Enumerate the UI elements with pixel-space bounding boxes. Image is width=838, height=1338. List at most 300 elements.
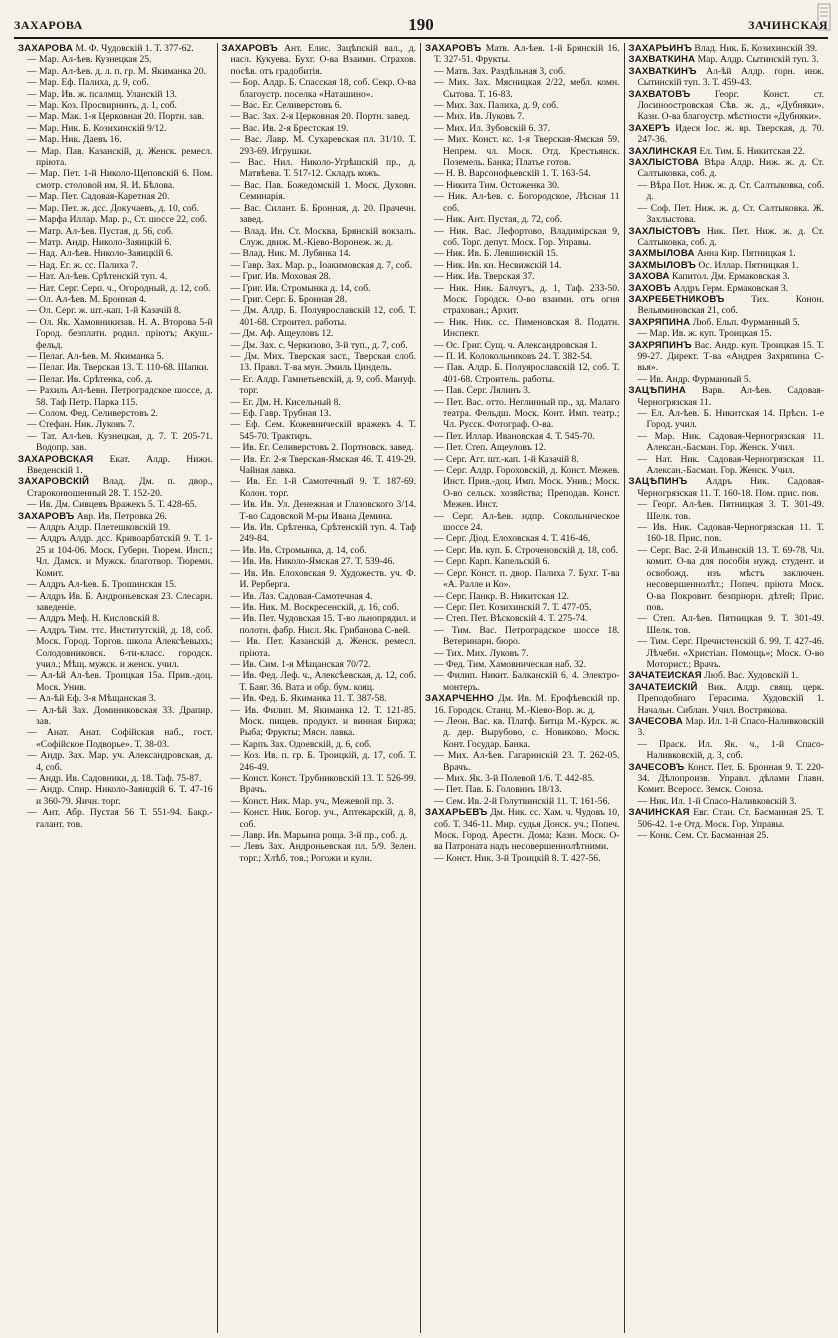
directory-entry-surname: [629, 340, 825, 374]
directory-entry: [222, 591, 417, 602]
directory-entry: [18, 362, 213, 373]
directory-entry: [18, 226, 213, 237]
entry-text: Ив. Фед. Б. Якиманка 11. Т. 387-58.: [242, 693, 387, 705]
surname-heading: ЗАХМЫЛОВЪ: [628, 259, 697, 271]
directory-entry: [629, 499, 825, 522]
directory-entry: [222, 134, 417, 157]
directory-entry: [18, 693, 213, 704]
directory-entry: [222, 419, 417, 442]
directory-entry: [18, 351, 213, 362]
header-right-guide-word: ЗАЧИНСКАЯ: [748, 17, 828, 32]
directory-entry-surname: [18, 454, 213, 477]
entry-text: Дм. Мих. Тверская заст., Тверская слоб. 13. Правл. Т-ва мун. Эмиль Циндель.: [239, 350, 416, 374]
surname-heading: ЗАЧИНСКАЯ: [628, 807, 690, 819]
directory-entry: [18, 625, 213, 671]
directory-entry: [18, 168, 213, 191]
entry-text: Нат. Ник. Садовая-Черногрязская 11. Алексан.-Басман. Гор. Женск. Учил.: [646, 453, 824, 477]
entry-text: Еф. Сем. Кожевническій вражекъ 4. Т. 545-70. Трактиръ.: [239, 419, 416, 442]
directory-entry-surname: [629, 317, 825, 328]
directory-entry: [222, 807, 417, 830]
directory-entry: [425, 511, 620, 534]
directory-entry: [222, 602, 417, 613]
directory-entry: [425, 248, 620, 259]
directory-entry: [629, 613, 825, 636]
entry-text: Серг. Пет. Козихинскій 7. Т. 477-05.: [446, 601, 592, 613]
directory-entry: [425, 66, 620, 77]
entry-text: Георг. Ал-ѣев. Пятницкая 3. Т. 301-49. Шелк. тов.: [646, 499, 824, 522]
directory-entry: [425, 180, 620, 191]
surname-heading: ЗАЧАТЕИСКІЙ: [628, 681, 698, 693]
entry-text: Сем. Ив. 2-й Голутвинскій 11. Т. 161-56.: [446, 795, 610, 807]
directory-entry-surname: [629, 283, 825, 294]
entry-text: Конст. Пет. Б. Бронная 9. Т. 220-34. Дѣлопроизв. Управл. дѣлами Главн. Комит. Всеросс. Земск. Союза.: [637, 761, 824, 796]
directory-entry: [222, 305, 417, 328]
entry-text: Серг. Конст. п. двор. Палиха 7. Бухг. Т-ва «А. Ралле и Ко».: [443, 567, 620, 591]
entry-text: Степ. Ал-ѣев. Пятницкая 9. Т. 301-49. Шелк. тов.: [646, 613, 824, 636]
directory-entry: [425, 625, 620, 648]
directory-entry: [222, 111, 417, 122]
directory-entry: [222, 351, 417, 374]
directory-entry: [222, 328, 417, 339]
surname-heading: ЗАХВАТКИНЪ: [628, 65, 697, 77]
entry-text: Ник. Ив. Б. Левшинскій 15.: [446, 248, 559, 260]
surname-heading: ЗАХАРОВЪ: [221, 43, 278, 54]
surname-heading: ЗАХАРЧЕННО: [425, 693, 495, 705]
entry-text: Пет. Вас. отто. Неглинный пр., зд. Малаго театра. Фельдш. Моск. Конт. Имп. театр.; Чл. Русск. Фотограф. О-ва.: [443, 396, 620, 431]
page-number: 190: [408, 15, 434, 34]
directory-entry: [18, 146, 213, 169]
directory-entry: [222, 841, 417, 864]
surname-heading: ЗАХЛЫСТОВА: [628, 157, 700, 169]
entry-text: Вас. Ег. Селиверстовъ 6.: [242, 100, 342, 112]
directory-entry-surname: [629, 271, 825, 282]
directory-entry: [18, 807, 213, 830]
directory-columns: [14, 43, 828, 1333]
entry-text: Люб. Вас. Худовскій 1.: [701, 670, 799, 682]
entry-text: Дм. Ник. сс. Хам. ч. Чудовъ 10, соб. Т. 346-11. Мир. судья Донск. уч.; Попеч. Моск. Город. Арестн. Дома; Казн. Моск. О-ва Патроната надъ несовершеннолѣтними.: [434, 807, 620, 853]
entry-text: Матв. Ал-ѣев. 1-й Брянскій 16. Т. 327-51. Фрукты.: [434, 43, 620, 66]
entry-text: Рахиль Ал-ѣевн. Петроградское шоссе, д. 58. Таф Петр. Парка 115.: [36, 385, 213, 408]
directory-entry: [222, 499, 417, 522]
directory-entry: [425, 168, 620, 179]
entry-text: Пав. Алдр. Б. Полуярославскій 12, соб. Т. 401-68. Строитель. работы.: [443, 362, 620, 385]
entry-text: Дм. Аф. Ащеуловъ 12.: [242, 328, 334, 340]
entry-text: Леон. Вас. кв. Платф. Битца М.-Курск. ж. д. дер. Вырубово, с. Новиково. Моск. Конт. Государ. Банка.: [443, 715, 620, 750]
entry-text: Алдръ Тим. ттс. Институтскій, д. 18, соб. Моск. Город. Торгов. школа Алексѣевыхъ; Солодовниковск. 6-ти-класс. городск. учил.; Мѣщ. мужск. и женск. учил.: [36, 624, 213, 670]
entry-text: Люб. Ельп. Фурманный 5.: [690, 316, 800, 328]
entry-text: Ив. Фед. Леф. ч., Алексѣевская, д. 12, соб. Т. Баяг. 36. Вата и обр. бум. кояц.: [239, 670, 416, 693]
directory-entry: [18, 705, 213, 728]
directory-entry: [629, 830, 825, 841]
entry-text: Степ. Пет. Вѣсковскій 4. Т. 275-74.: [446, 613, 588, 625]
entry-text: Дм. Алдр. Б. Полуярославскій 12, соб. Т. 401-68. Строител. работы.: [239, 305, 416, 328]
directory-entry: [425, 784, 620, 795]
directory-entry: [18, 750, 213, 773]
directory-entry: [222, 374, 417, 397]
directory-entry: [425, 750, 620, 773]
directory-entry: [222, 705, 417, 739]
entry-text: Мих. Ал-ѣев. Гагаринскій 23. Т. 262-05. Врачъ.: [443, 750, 620, 773]
entry-text: Мар. Пет. 1-й Николо-Щеповскій 6. Пом. смотр. столовой им. Я. И. Бѣлова.: [36, 168, 213, 191]
directory-entry: [425, 385, 620, 396]
directory-entry: [18, 111, 213, 122]
entry-text: Григ. Серг. Б. Бронная 28.: [242, 293, 347, 305]
entry-text: Екат. Алдр. Нижн. Введенскій 1.: [27, 453, 213, 477]
entry-text: Ег. Дм. Н. Кисельный 8.: [242, 396, 341, 408]
entry-text: Мих. Ил. Зубовскій 6. 37.: [446, 122, 551, 134]
directory-entry-surname: [629, 248, 825, 259]
directory-entry: [18, 374, 213, 385]
entry-text: Вѣра Пот. Ниж. ж. д. Ст. Салтыковка, соб. д.: [646, 179, 824, 203]
directory-entry: [425, 591, 620, 602]
entry-text: Ив. Ег. 1-й Самотечный 9. Т. 187-69. Колон. торг.: [239, 476, 416, 499]
surname-heading: ЗАХЕРЪ: [628, 122, 671, 134]
entry-text: Григ. Ив. Стромынка д. 14, соб.: [242, 282, 371, 294]
page-header: [14, 14, 828, 36]
entry-text: Евг. Стан. Ст. Басманная 25. Т. 506-42. 1-е Отд. Моск. Гор. Управы.: [637, 807, 824, 830]
entry-text: Ив. Пет. Чудовская 15. Т-во льнопрядил. и полотн. фабр. Нисл. Як. Грибанова С-вей.: [239, 613, 416, 636]
entry-text: Вас. Лавр. М. Сухаревская пл. 31/10. Т. 293-69. Игрушки.: [239, 134, 416, 157]
surname-heading: ЗАХАРОВЪ: [425, 43, 482, 54]
directory-entry: [629, 454, 825, 477]
entry-text: Вик. Алдр. свящ. церк. Преподобнаго Герасима. Худовскій 1. Начальн. Сиблан. Учил. Вострякова.: [637, 681, 824, 716]
directory-entry: [222, 100, 417, 111]
directory-entry: [425, 362, 620, 385]
entry-text: М. Ф. Чудовскій 1. Т. 377-62.: [72, 43, 194, 54]
entry-text: Конст. Ник. Богор. уч., Аптекарскій, д. 8, соб.: [239, 807, 416, 830]
directory-entry: [222, 750, 417, 773]
directory-entry: [222, 522, 417, 545]
directory-entry: [629, 374, 825, 385]
directory-entry: [18, 613, 213, 624]
directory-entry: [222, 454, 417, 477]
directory-entry-surname: [18, 43, 213, 54]
entry-text: Мар. Ник. Даевъ 16.: [39, 134, 122, 146]
entry-text: Ол. Як. Хамовникизав. Н. А. Второва 5-й Город. безплатн. родил. пріютъ; Акуш.-фельд.: [36, 316, 213, 351]
entry-text: Ник. Ник. Балчугъ, д. 1, Таф. 233-50. Моск. Городск. О-во взаимн. отъ огня страхован.; Архит.: [443, 282, 620, 317]
directory-entry: [425, 77, 620, 100]
entry-text: Еф. Гавр. Трубная 13.: [242, 408, 331, 419]
directory-entry: [18, 294, 213, 305]
entry-text: Ник. Ал-ѣев. с. Богородское, Лѣсная 11 соб.: [443, 191, 620, 214]
entry-text: Конст. Ник. Мар. уч., Межевой пр. 3.: [242, 795, 394, 807]
surname-heading: ЗАХАРЬИНЪ: [628, 43, 693, 54]
directory-entry: [222, 442, 417, 453]
directory-entry: [425, 260, 620, 271]
directory-entry: [425, 796, 620, 807]
directory-entry: [222, 180, 417, 203]
entry-text: Мих. Зах. Мясницкая 2/22, мебл. комн. Сытова. Т. 16-83.: [443, 77, 620, 100]
directory-entry: [425, 100, 620, 111]
entry-text: Идеся Іос. ж. вр. Тверская, д. 70. 247-36.: [637, 122, 824, 146]
entry-text: Алдръ Ник. Садовая-Черногрязская 11. Т. 160-18. Пом. прис. пов.: [637, 476, 824, 499]
entry-text: Мар. Ал-ѣев. д. л. п. гр. М. Якиманка 20.: [39, 65, 206, 77]
entry-text: Вас. Андр. куп. Троицкая 15. Т. 99-27. Директ. Т-ва «Андрея Захряпина С-вья».: [637, 339, 824, 374]
directory-entry: [222, 294, 417, 305]
entry-text: Ник. Ив. Тверская 37.: [446, 271, 535, 283]
directory-entry: [425, 283, 620, 317]
directory-entry: [18, 134, 213, 145]
surname-heading: ЗАХАРОВСКАЯ: [18, 453, 94, 465]
directory-entry: [18, 670, 213, 693]
entry-text: Алдръ Алдр. Плетешковскій 19.: [39, 522, 171, 534]
entry-text: Гавр. Зах. Мар. р., Іоакимовская д. 7, соб.: [242, 259, 413, 271]
directory-entry: [18, 533, 213, 579]
surname-heading: ЗАХОВЪ: [628, 282, 672, 294]
directory-entry: [629, 203, 825, 226]
entry-text: Алдръ Алдр. дсс. Кривоарбатскій 9. Т. 1-25 и 104-06. Моск. Губерн. Тюрем. Инсп.; Чл. Дамск. и Мужск. благотвор. Тюремн. Комит.: [36, 533, 213, 579]
directory-entry: [425, 545, 620, 556]
directory-entry: [629, 636, 825, 670]
directory-entry: [425, 716, 620, 750]
entry-text: Григ. Ив. Моховая 28.: [242, 271, 331, 283]
directory-entry: [18, 191, 213, 202]
entry-text: Ив. Ив. Николо-Ямская 27. Т. 539-46.: [242, 556, 395, 568]
surname-heading: ЗАЧЕСОВЪ: [628, 761, 685, 773]
directory-entry-surname: [629, 762, 825, 796]
column-2: [218, 43, 422, 1333]
entry-text: Бор. Алдр. Б. Спасская 18, соб. Секр. О-ва благоустр. поселка «Наташино».: [239, 77, 416, 100]
directory-entry: [425, 602, 620, 613]
directory-entry: [425, 613, 620, 624]
directory-entry: [629, 739, 825, 762]
directory-entry: [425, 351, 620, 362]
directory-entry: [18, 237, 213, 248]
entry-text: Пет. Иллар. Ивановская 4. Т. 545-70.: [446, 430, 595, 442]
directory-entry: [18, 66, 213, 77]
directory-entry: [222, 830, 417, 841]
entry-text: Вас. Ив. 2-я Брестская 19.: [242, 122, 349, 134]
column-3: [421, 43, 625, 1333]
entry-text: Мар. Еф. Палиха, д. 9, соб.: [39, 77, 149, 89]
entry-text: Тим. Серг. Пречистенскій б. 99. Т. 427-46. Лѣчебн. «Христіан. Помощь»; Моск. О-во Моторист.; Врачъ.: [646, 636, 824, 670]
directory-entry-surname: [629, 123, 825, 146]
directory-entry: [629, 522, 825, 545]
entry-text: Капитол. Дм. Ермаковская 3.: [669, 271, 790, 283]
entry-text: Ос. Григ. Сущ. ч. Александровская 1.: [446, 339, 598, 351]
header-rule: [14, 37, 828, 39]
directory-entry: [222, 260, 417, 271]
entry-text: Ос. Иллар. Пятницкая 1.: [696, 259, 799, 271]
entry-text: Мих. Як. 3-й Полевой 1/6. Т. 442-85.: [446, 773, 595, 784]
entry-text: Никита Тим. Остоженка 30.: [446, 179, 560, 191]
directory-entry: [18, 408, 213, 419]
entry-text: Ал-ѣй Еф. 3-я Мѣщанская 3.: [39, 693, 156, 705]
entry-text: Ив. Лаз. Садовая-Самотечная 4.: [242, 590, 373, 602]
directory-entry: [222, 248, 417, 259]
entry-text: Ив. Ив. Ул. Денежная и Глазовского 3/14. Т-во Садовской М-ры Ивана Демина.: [239, 499, 416, 522]
entry-text: Праск. Ил. Як. ч., 1-й Спасо-Наливковскій, д. 3, соб.: [646, 738, 824, 762]
entry-text: Ник. Ив. кн. Несвижскій 14.: [446, 259, 562, 271]
surname-heading: ЗАХМЫЛОВА: [628, 248, 695, 260]
directory-entry-surname: [629, 807, 825, 830]
surname-heading: ЗАЧЕСОВА: [628, 715, 683, 727]
entry-text: Ив. Андр. Фурманный 5.: [649, 373, 752, 385]
surname-heading: ЗАЦѢПИНЪ: [628, 476, 688, 488]
directory-entry: [18, 727, 213, 750]
directory-entry: [629, 431, 825, 454]
entry-text: Марфа Иллар. Мар. р., Ст. шоссе 22, соб.: [39, 214, 208, 226]
directory-entry: [222, 796, 417, 807]
entry-text: Серг. Панкр. В. Никитская 12.: [446, 590, 569, 602]
directory-entry: [222, 773, 417, 796]
entry-text: Ник. Пет. Ниж. ж. д. Ст. Салтыковка, соб. д.: [637, 225, 824, 248]
entry-text: Тим. Вас. Петроградское шоссе 18. Ветеринарн. бюро.: [443, 624, 620, 648]
directory-entry-surname: [629, 157, 825, 180]
entry-text: Алдръ Ал-ѣев. Б. Трошинская 15.: [39, 579, 177, 591]
directory-entry: [222, 408, 417, 419]
directory-entry: [222, 77, 417, 100]
directory-entry-surname: [425, 693, 620, 716]
directory-entry: [425, 191, 620, 214]
entry-text: Дм. Ив. М. Ерофѣевскій пр. 16. Городск. Станц. М.-Кіево-Вор. ж. д.: [434, 693, 620, 716]
directory-entry: [629, 545, 825, 613]
directory-entry: [425, 556, 620, 567]
entry-text: Конк. Сем. Ст. Басманная 25.: [649, 830, 769, 842]
entry-text: Вас. Силант. Б. Бронная, д. 20. Прачечн. завед.: [239, 202, 416, 226]
entry-text: Мар. Ив. ж. куп. Троицкая 15.: [649, 328, 772, 340]
entry-text: Вѣра Алдр. Ниж. ж. д. Ст. Салтыковка, соб. д.: [637, 157, 824, 180]
entry-text: Мар. Ал-ѣев. Кузнецкая 25.: [39, 54, 152, 66]
directory-entry: [425, 111, 620, 122]
entry-text: Пелаг. Ив. Срѣтенка, соб. д.: [39, 373, 153, 385]
entry-text: Соф. Пет. Ниж. ж. д. Ст. Салтыковка. Ж. Захлыстова.: [646, 202, 824, 226]
directory-entry: [222, 123, 417, 134]
entry-text: Тих. Мих. Луковъ 7.: [446, 647, 529, 659]
entry-text: Ал-ѣй Алдр. горн. инж. Сытинскій туп. 3. Т. 459-43.: [637, 65, 824, 89]
directory-entry-surname: [629, 682, 825, 716]
surname-heading: ЗАХВАТКИНА: [628, 54, 696, 66]
entry-text: Ник. Ант. Пустая, д. 72, соб.: [446, 214, 563, 226]
directory-entry-surname: [629, 89, 825, 123]
entry-text: Нат. Ал-ѣев. Срѣтенскій туп. 4.: [39, 271, 168, 283]
entry-text: Матв. Зах. Раздѣльная 3, соб.: [446, 65, 566, 77]
entry-text: Мар. Пет. ж. дсс. Докучаевъ, д. 10, соб.: [39, 202, 199, 214]
entry-text: Георг. Конст. ст. Лосиноостровская Сѣв. ж. д., «Дубняки». Казн. О-ва благоустр. мѣстности «Дубняки».: [637, 88, 824, 123]
directory-entry: [425, 317, 620, 340]
directory-entry-surname: [629, 66, 825, 89]
entry-text: Над. Ег. ж. сс. Палиха 7.: [39, 259, 138, 271]
directory-entry: [18, 248, 213, 259]
directory-entry-surname: [629, 146, 825, 157]
entry-text: Фед. Тим. Хамовническая наб. 32.: [446, 658, 587, 670]
entry-text: Мар. Мак. 1-я Церковная 20. Портн. зав.: [39, 111, 205, 123]
surname-heading: ЗАХАРОВСКІЙ: [18, 476, 90, 488]
entry-text: Стефан. Ник. Луковъ 7.: [39, 419, 135, 431]
entry-text: Ив. Дм. Сивцевъ Вражекъ 5. Т. 428-65.: [39, 499, 197, 511]
entry-text: Солом. Фед. Селиверстовъ 2.: [39, 408, 158, 419]
directory-entry-surname: [425, 43, 620, 66]
directory-entry: [18, 100, 213, 111]
directory-entry: [222, 203, 417, 226]
surname-heading: ЗАЧАТЕИСКАЯ: [628, 670, 702, 682]
entry-text: Конст. Конст. Трубниковскій 13. Т. 526-99. Врачъ.: [239, 773, 417, 796]
entry-text: П. И. Колокольниковъ 24. Т. 382-54.: [446, 350, 593, 362]
directory-entry: [18, 214, 213, 225]
entry-text: Мар. Коз. Просвирнинъ, д. 1, соб.: [39, 100, 177, 112]
entry-text: Пав. Серг. Лялинъ 3.: [446, 385, 531, 397]
directory-entry-surname: [629, 54, 825, 65]
entry-text: Вас. Зах. 2-я Церковная 20. Портн. завед.: [242, 111, 411, 123]
directory-entry: [425, 214, 620, 225]
directory-entry: [18, 499, 213, 510]
entry-text: Дм. Зах. с. Черкизово, 3-й туп., д. 7, соб.: [242, 339, 408, 351]
directory-entry: [425, 648, 620, 659]
entry-text: Ив. Ив. Стромынка, д. 14, соб.: [242, 544, 367, 556]
directory-entry: [425, 454, 620, 465]
directory-entry: [222, 670, 417, 693]
directory-entry-surname: [629, 260, 825, 271]
directory-entry: [18, 784, 213, 807]
directory-entry: [425, 123, 620, 134]
entry-text: Ив. Пет. Казанскій д. Женск. ремесл. пріюта.: [239, 636, 416, 659]
directory-entry: [18, 591, 213, 614]
directory-entry: [222, 568, 417, 591]
entry-text: Тат. Ал-ѣев. Кузнецкая, д. 7. Т. 205-71. Водопр. зав.: [36, 430, 213, 454]
entry-text: Вас. Нил. Николо-Угрѣшскій пр., д. Матвѣева. Т. 517-12. Складъ кожъ.: [239, 157, 416, 180]
entry-text: Нат. Серг. Серп. ч., Огородный, д. 12, соб.: [39, 282, 211, 294]
entry-text: Тих. Конон. Вельяминовская 21, соб.: [637, 293, 824, 317]
directory-entry: [18, 419, 213, 430]
entry-text: Серг. Ал-ѣев. ндпр. Сокольническое шоссе 24.: [443, 510, 620, 534]
directory-entry-surname: [629, 476, 825, 499]
entry-text: Анат. Анат. Софійская наб., гост. «Софійское Подворье». Т. 38-03.: [36, 727, 213, 750]
directory-entry: [222, 157, 417, 180]
directory-entry: [425, 431, 620, 442]
entry-text: Пет. Степ. Ащеуловъ 12.: [446, 442, 547, 454]
column-1: [14, 43, 218, 1333]
surname-heading: ЗАХРЯПИНА: [628, 316, 691, 328]
directory-entry: [629, 796, 825, 807]
entry-text: Влад. Ник. Б. Козихинскій 39.: [692, 43, 818, 54]
surname-heading: ЗАХАРОВЪ: [18, 510, 75, 522]
entry-text: Ел. Тим. Б. Никитская 22.: [697, 145, 805, 157]
entry-text: Филип. Никит. Балканскій 6. 4. Электро-монтеръ.: [443, 670, 620, 693]
directory-entry-surname: [222, 43, 417, 77]
directory-entry: [425, 659, 620, 670]
directory-entry: [222, 340, 417, 351]
directory-entry: [425, 568, 620, 591]
entry-text: Андр. Зах. Мар. уч. Александровская, д. 4, соб.: [36, 750, 213, 773]
entry-text: Авр. Ив. Петровка 26.: [74, 510, 167, 522]
entry-text: Ол. Ал-ѣев. М. Бронная 4.: [39, 293, 147, 305]
surname-heading: ЗАХОВА: [628, 271, 670, 283]
directory-entry: [425, 533, 620, 544]
directory-entry: [222, 613, 417, 636]
directory-entry: [18, 317, 213, 351]
entry-text: Мар. Пав. Казанскій, д. Женск. ремесл. пріюта.: [36, 145, 213, 169]
entry-text: Влад. Ин. Ст. Москва, Брянскій вокзалъ. Служ. движ. М.-Кіево-Воронеж. ж. д.: [239, 225, 416, 248]
directory-entry: [425, 465, 620, 511]
entry-text: Андр. Ив. Садовники, д. 18. Таф. 75-87.: [39, 773, 202, 784]
entry-text: Серг. Карп. Капельскій 6.: [446, 556, 550, 568]
entry-text: Ив. Ник. М. Воскресенскій, д. 16, соб.: [242, 601, 399, 613]
directory-entry: [18, 89, 213, 100]
entry-text: Серг. Агг. шт.-кап. 1-й Казачій 8.: [446, 453, 579, 465]
entry-text: Матр. Андр. Николо-Заяицкій 6.: [39, 236, 172, 248]
entry-text: Влад. Дм. п. двор., Староконюшенный 28. Т. 152-20.: [27, 476, 213, 499]
column-4: [625, 43, 829, 1333]
directory-entry: [18, 271, 213, 282]
directory-entry: [18, 123, 213, 134]
entry-text: Вас. Пав. Божедомскій 1. Моск. Духовн. Семинарія.: [239, 179, 416, 203]
directory-entry: [425, 442, 620, 453]
directory-entry-surname: [629, 670, 825, 681]
entry-text: Ант. Абр. Пустая 56 Т. 551-94. Бакр.-галант. тов.: [36, 807, 213, 830]
entry-text: Конст. Ник. 3-й Троицкій 8. Т. 427-56.: [446, 852, 601, 864]
entry-text: Андр. Спир. Николо-Заяицкій 6. Т. 47-16 и 360-79. Яичн. торг.: [36, 784, 213, 807]
entry-text: Варв. Ал-ѣев. Садовая-Черногрязская 11.: [637, 385, 824, 408]
